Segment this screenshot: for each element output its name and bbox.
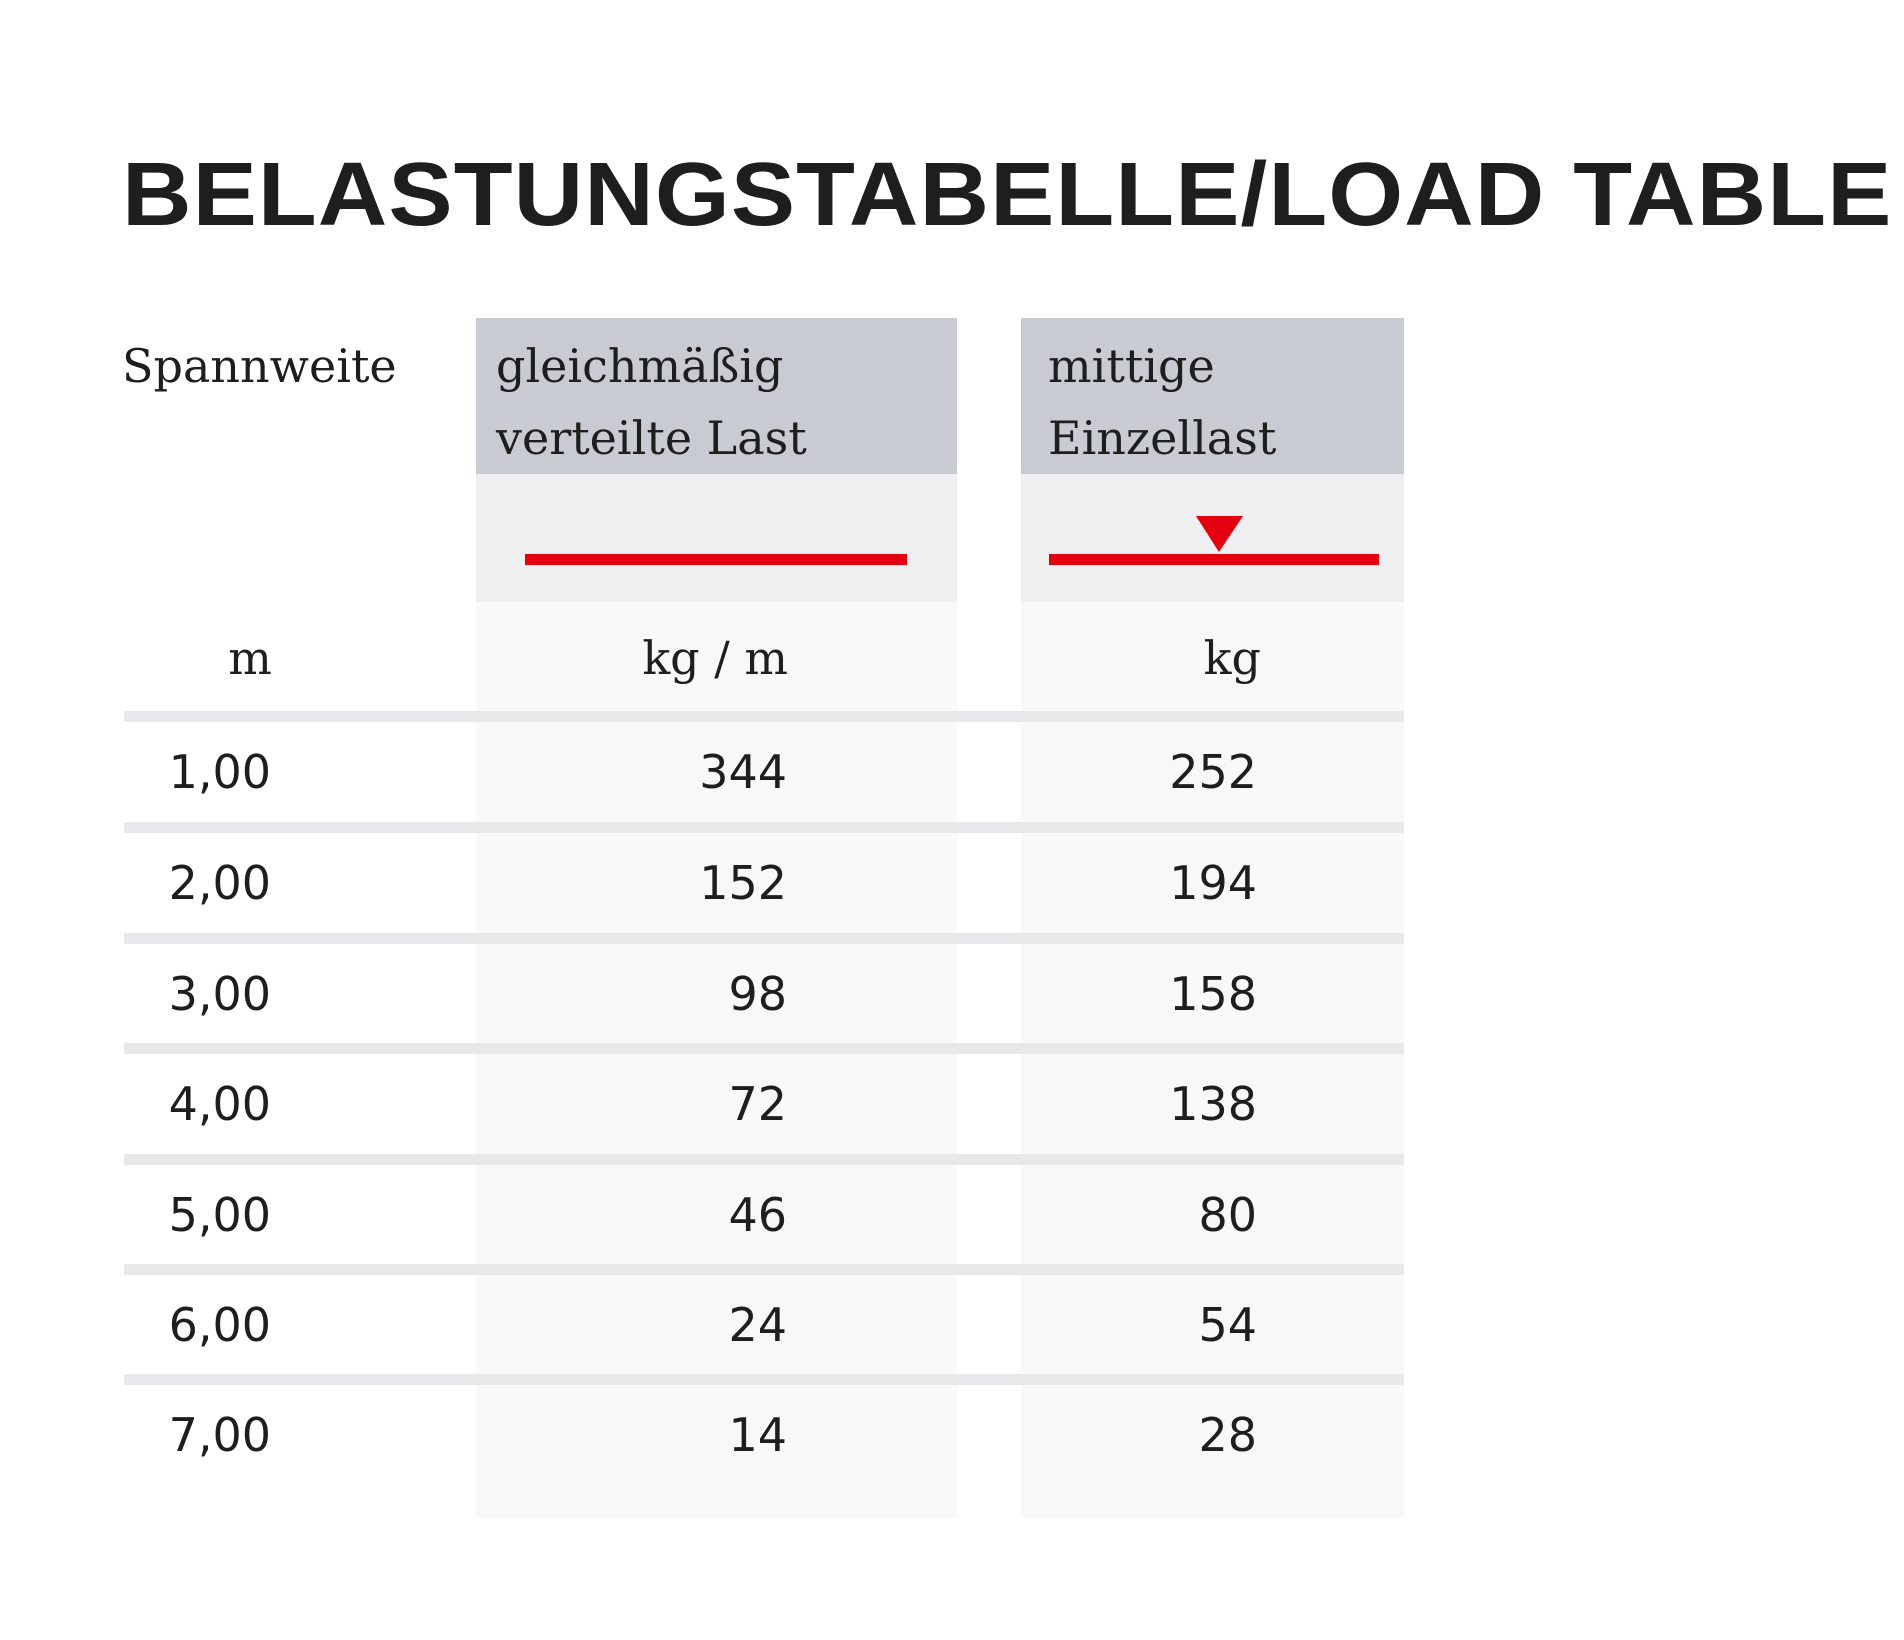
uniform-load-value: 46	[728, 1188, 787, 1242]
row-separator	[124, 933, 1404, 944]
point-load-header-line2: Einzellast	[1048, 411, 1277, 465]
span-value: 5,00	[168, 1188, 271, 1242]
table-row	[124, 722, 1404, 822]
point-load-arrow-icon	[1021, 474, 1404, 602]
span-unit: m	[228, 631, 272, 685]
uniform-load-value: 72	[728, 1077, 787, 1131]
span-value: 6,00	[168, 1298, 271, 1352]
point-load-value: 80	[1198, 1188, 1257, 1242]
uniform-load-header-line1: gleichmäßig	[496, 339, 784, 393]
span-value: 1,00	[168, 745, 271, 799]
uniform-load-value: 98	[728, 967, 787, 1021]
table-row	[124, 1275, 1404, 1375]
span-value: 2,00	[168, 856, 271, 910]
point-load-column-header	[1048, 330, 1276, 474]
point-load-value: 28	[1198, 1408, 1257, 1462]
row-separator	[124, 1264, 1404, 1275]
uniform-load-value: 152	[699, 856, 787, 910]
table-row	[124, 1054, 1404, 1154]
table-row	[124, 944, 1404, 1044]
row-separator	[124, 822, 1404, 833]
span-value: 3,00	[168, 967, 271, 1021]
row-separator	[124, 1374, 1404, 1385]
row-separator	[124, 1043, 1404, 1054]
uniform-load-column-header	[496, 330, 807, 474]
uniform-load-header-line2: verteilte Last	[496, 411, 807, 465]
uniform-load-value: 14	[728, 1408, 787, 1462]
span-value: 4,00	[168, 1077, 271, 1131]
table-row	[124, 833, 1404, 933]
uniform-load-unit: kg / m	[642, 631, 788, 685]
point-load-value: 252	[1169, 745, 1257, 799]
row-separator	[124, 1154, 1404, 1165]
table-row	[124, 1165, 1404, 1265]
point-load-header-line1: mittige	[1048, 339, 1215, 393]
point-load-value: 138	[1169, 1077, 1257, 1131]
uniform-load-value: 344	[699, 745, 787, 799]
span-column-header: Spannweite	[122, 339, 397, 393]
uniform-load-value: 24	[728, 1298, 787, 1352]
uniform-load-line-icon	[476, 474, 957, 602]
point-load-value: 54	[1198, 1298, 1257, 1352]
point-load-value: 194	[1169, 856, 1257, 910]
point-load-unit: kg	[1203, 631, 1261, 685]
row-separator	[124, 711, 1404, 722]
table-row	[124, 1385, 1404, 1485]
point-load-value: 158	[1169, 967, 1257, 1021]
page-title: BELASTUNGSTABELLE/LOAD TABLE	[122, 145, 1893, 245]
span-value: 7,00	[168, 1408, 271, 1462]
